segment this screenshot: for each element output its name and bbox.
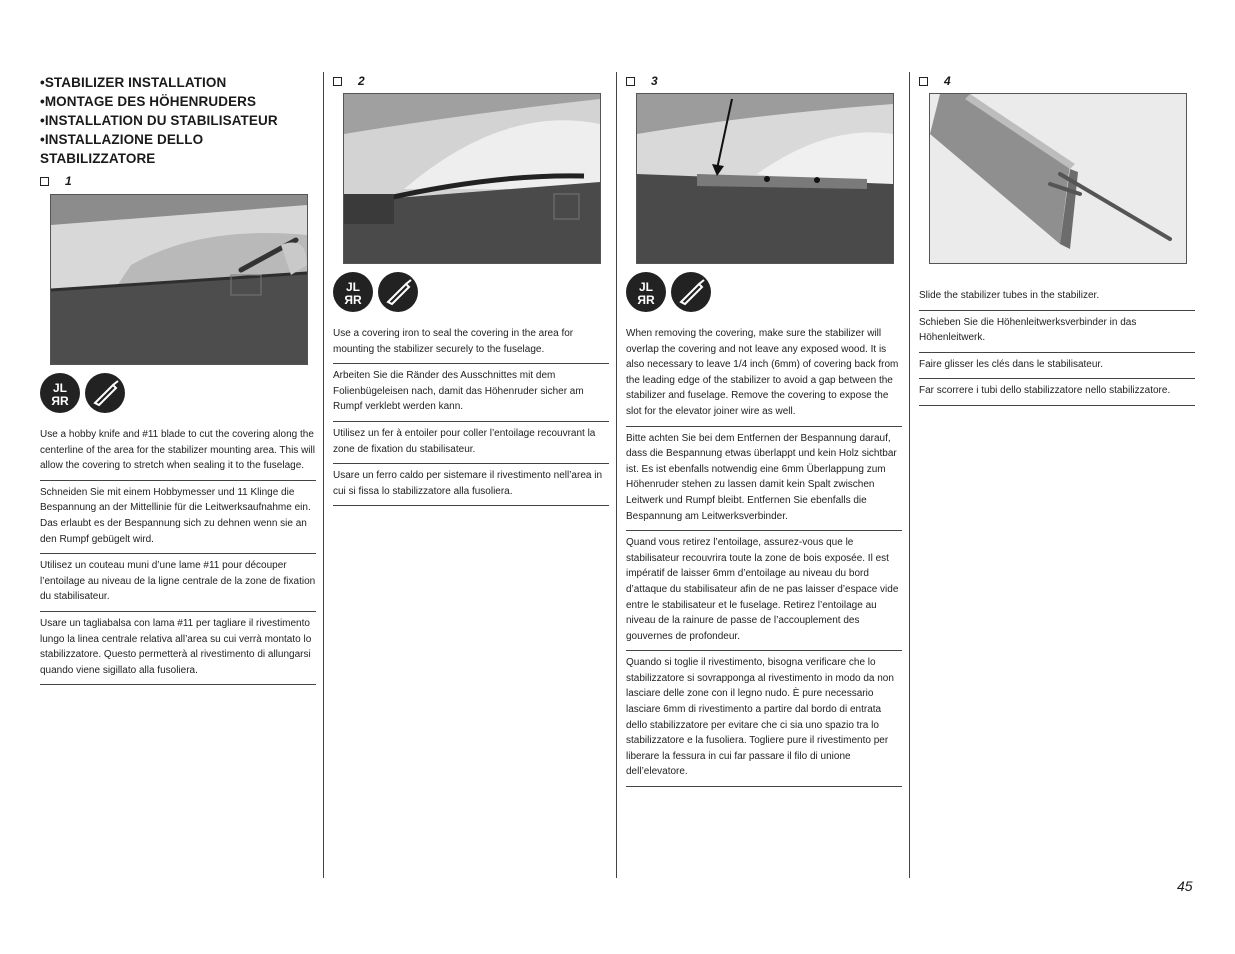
step-2-text-blocks bbox=[333, 322, 609, 506]
step-2-photo bbox=[343, 93, 601, 264]
checkbox-icon[interactable] bbox=[919, 77, 928, 86]
icon-row bbox=[40, 373, 316, 413]
text-fr: Faire glisser les clés dans le stabilisateur. bbox=[919, 353, 1195, 380]
hobby-knife-icon bbox=[85, 373, 125, 413]
icon-row bbox=[333, 272, 609, 312]
text-en: Use a hobby knife and #11 blade to cut the covering along the centerline of the area for the stabilizer mounting area. This will allow the covering to stretch when sealing it to the fuselage. bbox=[40, 423, 316, 481]
column-divider bbox=[323, 72, 324, 878]
step-number: 1 bbox=[65, 174, 72, 188]
icon-row bbox=[626, 272, 902, 312]
step-number: 2 bbox=[358, 74, 365, 88]
step-number: 3 bbox=[651, 74, 658, 88]
column-step-2 bbox=[333, 72, 609, 506]
column-step-4 bbox=[919, 72, 1195, 406]
step-3-label bbox=[626, 72, 902, 90]
text-de: Arbeiten Sie die Ränder des Ausschnittes mit dem Folienbügeleisen nach, damit das Höhenruder sicher am Rumpf verklebt werden kann. bbox=[333, 364, 609, 422]
hobby-knife-icon bbox=[378, 272, 418, 312]
step-number: 4 bbox=[944, 74, 951, 88]
heading-fr: •INSTALLATION DU STABILISATEUR bbox=[40, 113, 278, 128]
step-4-label bbox=[919, 72, 1195, 90]
step-1-photo bbox=[50, 194, 308, 365]
step-1-text-blocks bbox=[40, 423, 316, 685]
svg-text:JL: JL bbox=[638, 280, 654, 294]
text-it: Quando si toglie il rivestimento, bisogna verificare che lo stabilizzatore si sovrapponga al rivestimento in modo da non lasciare delle zone con il legno nudo. È pure necessario lasciare 6mm di rivestimento a partire dal bordo di entrata dello stabilizzatore per evitare che ci sia uno spazio tra lo stabilizzatore e la fusoliera. Togliere pure il rivestimento per liberare la fessura in cui far passare il filo di unione dell’elevatore. bbox=[626, 651, 902, 787]
column-divider bbox=[909, 72, 910, 878]
heading-en: •STABILIZER INSTALLATION bbox=[40, 75, 227, 90]
column-divider bbox=[616, 72, 617, 878]
step-4-text-blocks bbox=[919, 284, 1195, 406]
text-de: Schneiden Sie mit einem Hobbymesser und 11 Klinge die Bespannung an der Mittellinie für die Leitwerksaufnahme ein. Das erlaubt es der Bespannung sich zu dehnen wenn sie an den Rumpf gebügelt wird. bbox=[40, 481, 316, 554]
svg-text:JL: JL bbox=[345, 280, 361, 294]
heading-de: •MONTAGE DES HÖHENRUDERS bbox=[40, 94, 257, 109]
heading-it: •INSTALLAZIONE DELLO STABILIZZATORE bbox=[40, 132, 204, 166]
text-en: Slide the stabilizer tubes in the stabilizer. bbox=[919, 284, 1195, 311]
text-it: Usare un tagliabalsa con lama #11 per tagliare il rivestimento lungo la linea centrale relativa all’area su cui verrà montato lo stabilizzatore. Questo permetterà al rivestimento di allungarsi quando viene sigillato alla fusoliera. bbox=[40, 612, 316, 685]
svg-text:ЯR: ЯR bbox=[344, 293, 362, 307]
text-fr: Quand vous retirez l’entoilage, assurez-vous que le stabilisateur recouvrira toute la zone de bois exposée. Il est impératif de laisser 6mm d’entoilage au niveau du bord d’attaque du stabilisateur afin de ne pas laisser d’espace vide entre le stabilisateur et le fuselage. Retirez l’entoilage au niveau de la rainure de passe de l’accouplement des gouvernes de profondeur. bbox=[626, 531, 902, 651]
page-number: 45 bbox=[1177, 878, 1193, 894]
svg-text:JL: JL bbox=[52, 381, 68, 395]
text-en: When removing the covering, make sure the stabilizer will overlap the covering and not leave any exposed wood. It is also necessary to leave 1/4 inch (6mm) of covering back from the leading edge of the stabilizer to avoid a gap between the stabilizer and fuselage. Remove the covering to expose the slot for the elevator joiner wire as well. bbox=[626, 322, 902, 427]
text-de: Bitte achten Sie bei dem Entfernen der Bespannung darauf, dass die Bespannung etwas überlappt und kein Holz sichtbar ist. Es ist ebenfalls notwendig eine 6mm Überlappung zum Höhenruder stehen zu lassen damit kein Spalt zwischen Leitwerk und Rumpf bleibt. Entfernen Sie ebenfalls die Bespannung am Leitwerksverbinder. bbox=[626, 427, 902, 532]
svg-text:ЯR: ЯR bbox=[637, 293, 655, 307]
step-4-photo bbox=[929, 93, 1187, 264]
left-right-symmetry-icon bbox=[626, 272, 666, 312]
text-it: Far scorrere i tubi dello stabilizzatore nello stabilizzatore. bbox=[919, 379, 1195, 406]
text-fr: Utilisez un fer à entoiler pour coller l’entoilage recouvrant la zone de fixation du stabilisateur. bbox=[333, 422, 609, 464]
hobby-knife-icon bbox=[671, 272, 711, 312]
text-en: Use a covering iron to seal the covering in the area for mounting the stabilizer securely to the fuselage. bbox=[333, 322, 609, 364]
svg-text:ЯR: ЯR bbox=[51, 394, 69, 408]
step-3-photo bbox=[636, 93, 894, 264]
step-2-label bbox=[333, 72, 609, 90]
step-3-text-blocks bbox=[626, 322, 902, 787]
left-right-symmetry-icon bbox=[40, 373, 80, 413]
text-fr: Utilisez un couteau muni d’une lame #11 pour découper l’entoilage au niveau de la ligne centrale de la zone de fixation du stabilisateur. bbox=[40, 554, 316, 612]
checkbox-icon[interactable] bbox=[626, 77, 635, 86]
section-heading bbox=[40, 73, 316, 168]
left-right-symmetry-icon bbox=[333, 272, 373, 312]
column-step-1 bbox=[40, 72, 316, 685]
checkbox-icon[interactable] bbox=[40, 177, 49, 186]
text-it: Usare un ferro caldo per sistemare il rivestimento nell’area in cui si fissa lo stabilizzatore alla fusoliera. bbox=[333, 464, 609, 506]
step-1-label bbox=[40, 172, 316, 190]
text-de: Schieben Sie die Höhenleitwerksverbinder in das Höhenleitwerk. bbox=[919, 311, 1195, 353]
column-step-3 bbox=[626, 72, 902, 787]
checkbox-icon[interactable] bbox=[333, 77, 342, 86]
